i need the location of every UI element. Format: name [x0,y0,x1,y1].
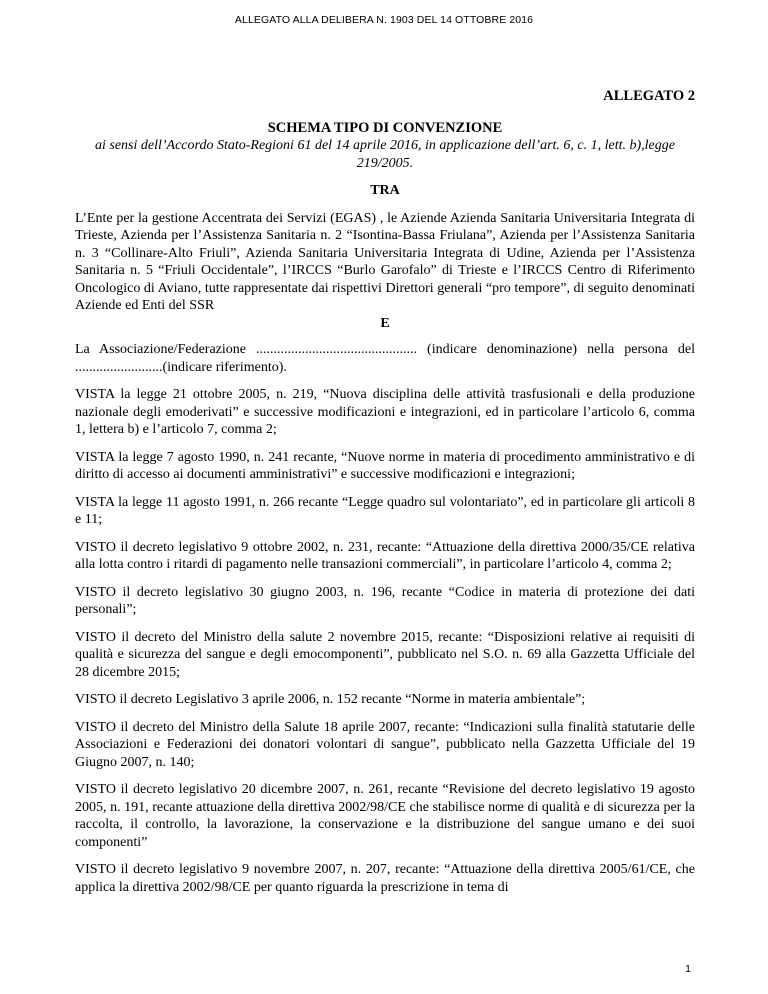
page-number: 1 [685,963,691,975]
document-subtitle: ai sensi dell’Accordo Stato-Regioni 61 del 14 aprile 2016, in applicazione dell’art. 6, c. 1, lett. b),legge 219/2005. [95,138,675,171]
paragraph: VISTA la legge 11 agosto 1991, n. 266 recante “Legge quadro sul volontariato”, ed in particolare gli articoli 8 e 11; [75,494,695,527]
paragraph: VISTO il decreto legislativo 9 ottobre 2002, n. 231, recante: “Attuazione della direttiva 2000/35/CE relativa alla lotta contro i ritardi di pagamento nelle transazioni commerciali”, in particolare l’articolo 4, comma 2; [75,539,695,572]
associazione-paragraph: La Associazione/Federazione .............................................. (indicare denominazione) nella persona del .........................(indicare riferimento). [75,342,695,375]
paragraph: VISTO il decreto legislativo 9 novembre 2007, n. 207, recante: “Attuazione della direttiva 2005/61/CE, che applica la direttiva 2002/98/CE per quanto riguarda la prescrizione in tema di [75,862,695,895]
paragraph: VISTO il decreto del Ministro della salute 2 novembre 2015, recante: “Disposizioni relative ai requisiti di qualità e sicurezza del sangue e degli emocomponenti”, pubblicato nel S.O. n. 69 alla Gazzetta Ufficiale del 28 dicembre 2015; [75,629,695,680]
paragraph: VISTA la legge 7 agosto 1990, n. 241 recante, “Nuove norme in materia di procedimento amministrativo e di diritto di accesso ai documenti amministrativi” e successive modificazioni e integrazioni; [75,449,695,482]
paragraph: VISTO il decreto legislativo 30 giugno 2003, n. 196, recante “Codice in materia di protezione dei dati personali”; [75,584,695,617]
paragraph: VISTO il decreto legislativo 20 dicembre 2007, n. 261, recante “Revisione del decreto legislativo 19 agosto 2005, n. 191, recante attuazione della direttiva 2002/98/CE che stabilisce norme di qualità e di sicurezza per la raccolta, il controllo, la lavorazione, la conservazione e la distribuzione del sangue umano e dei suoi componenti” [75,782,695,850]
paragraph: VISTO il decreto del Ministro della Salute 18 aprile 2007, recante: “Indicazioni sulla finalità statutarie delle Associazioni e Federazioni dei donatori volontari di sangue”, pubblicato nella Gazzetta Ufficiale del 19 Giugno 2007, n. 140; [75,719,695,770]
paragraph: VISTA la legge 21 ottobre 2005, n. 219, “Nuova disciplina delle attività trasfusionali e della produzione nazionale degli emoderivati” e successive modificazioni e integrazioni, ed in particolare l’articolo 6, comma 1, lettera b) e l’articolo 7, comma 2; [75,387,695,437]
page-header: ALLEGATO ALLA DELIBERA N. 1903 DEL 14 OTTOBRE 2016 [234,14,534,26]
allegato-label: ALLEGATO 2 [603,88,695,104]
document-body [75,88,695,896]
tra-heading: TRA [370,183,400,198]
paragraph: VISTO il decreto Legislativo 3 aprile 2006, n. 152 recante “Norme in materia ambientale”; [75,692,586,707]
e-heading: E [380,315,390,331]
enti-paragraph: L’Ente per la gestione Accentrata dei Servizi (EGAS) , le Aziende Azienda Sanitaria Universitaria Integrata di Trieste, Azienda per l’Assistenza Sanitaria n. 2 “Isontina-Bassa Friulana”, Azienda per l’Assistenza Sanitaria n. 3 “Collinare-Alto Friuli”, Azienda Sanitaria Universitaria Integrata di Udine, Azienda per l’Assistenza Sanitaria n. 5 “Friuli Occidentale”, l’IRCCS “Burlo Garofalo” di Trieste e l’IRCCS Centro di Riferimento Oncologico di Aviano, tutte rappresentate dai rispettivi Direttori generali “pro tempore”, di seguito denominati Aziende ed Enti del SSR [75,210,695,313]
document-title: SCHEMA TIPO DI CONVENZIONE [267,119,503,136]
